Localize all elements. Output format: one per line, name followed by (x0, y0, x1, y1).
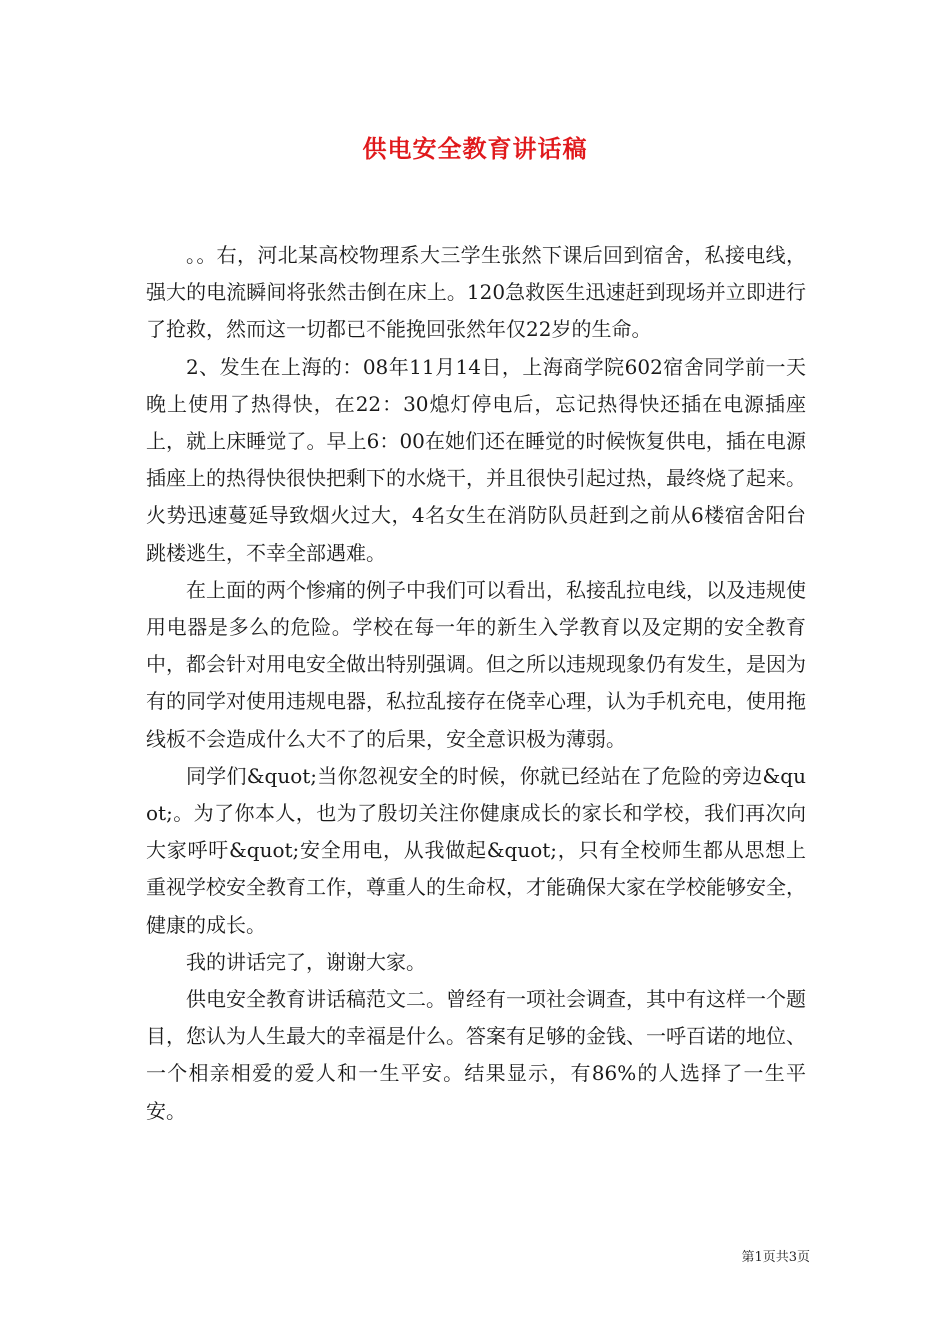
paragraph-2: 2、发生在上海的：08年11月14日，上海商学院602宿舍同学前一天晚上使用了热得快，在22：30熄灯停电后，忘记热得快还插在电源插座上，就上床睡觉了。早上6：00在她们还在睡觉的时候恢复供电，插在电源插座上的热得快很快把剩下的水烧干，并且很快引起过热，最终烧了起来。火势迅速蔓延导致烟火过大，4名女生在消防队员赶到之前从6楼宿舍阳台跳楼逃生，不幸全部遇难。 (146, 354, 806, 565)
paragraph-6: 供电安全教育讲话稿范文二。曾经有一项社会调查，其中有这样一个题目，您认为人生最大的幸福是什么。答案有足够的金钱、一呼百诺的地位、一个相亲相爱的爱人和一生平安。结果显示，有86%的人选择了一生平安。 (146, 987, 806, 1123)
paragraph-3: 在上面的两个惨痛的例子中我们可以看出，私接乱拉电线，以及违规使用电器是多么的危险。学校在每一年的新生入学教育以及定期的安全教育中，都会针对用电安全做出特别强调。但之所以违规现象仍有发生，是因为有的同学对使用违规电器，私拉乱接存在侥幸心理，认为手机充电，使用拖线板不会造成什么大不了的后果，安全意识极为薄弱。 (146, 577, 806, 751)
paragraph-5: 我的讲话完了，谢谢大家。 (186, 949, 426, 974)
document-title: 供电安全教育讲话稿 (362, 134, 588, 163)
paragraph-4: 同学们&quot;当你忽视安全的时候，你就已经站在了危险的旁边&quot;。为了你本人，也为了殷切关注你健康成长的家长和学校，我们再次向大家呼吁&quot;安全用电，从我做起&quot;，只有全校师生都从思想上重视学校安全教育工作，尊重人的生命权，才能确保大家在学校能够安全，健康的成长。 (146, 763, 806, 937)
paragraph-1: 。。右，河北某高校物理系大三学生张然下课后回到宿舍，私接电线，强大的电流瞬间将张然击倒在床上。120急救医生迅速赶到现场并立即进行了抢救，然而这一切都已不能挽回张然年仅22岁的生命。 (146, 243, 806, 342)
page-number-footer: 第1页共3页 (741, 1250, 810, 1265)
document-body (146, 237, 806, 1130)
